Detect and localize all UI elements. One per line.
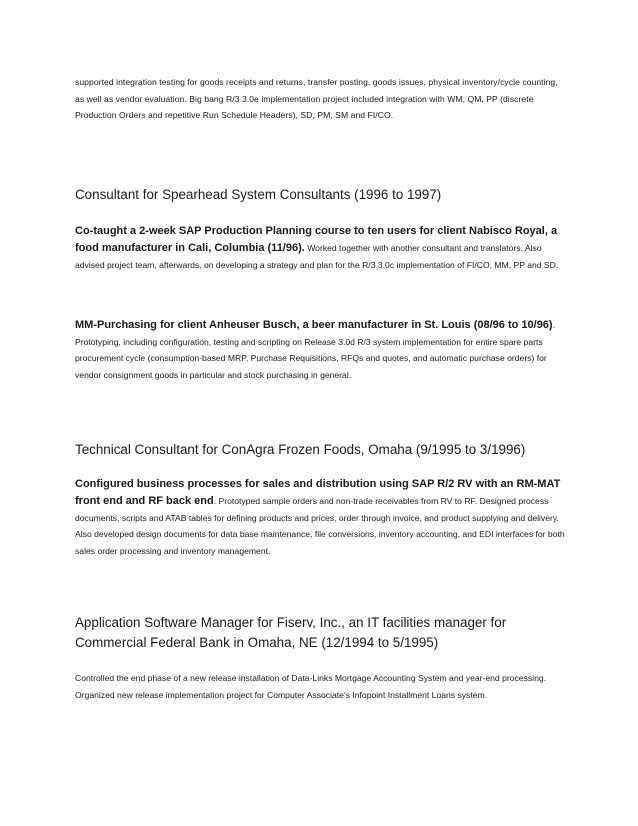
entry-anheuser bbox=[75, 317, 565, 383]
entry-text: . Prototyping, including configuration, testing and scripting on Release 3.0d R/3 system implementation for entire spare parts procurement cycle (consumption-based MRP, Purchase Requisitions, RFQs and quotes, and automatic purchase orders) for vendor consignment goods in particular and stock purchasing in general. bbox=[75, 320, 555, 380]
section-spearhead bbox=[75, 185, 565, 205]
section-heading: Application Software Manager for Fiserv, Inc., an IT facilities manager for Commercial Federal Bank in Omaha, NE (12/1994 to 5/1995) bbox=[75, 615, 507, 650]
entry-nabisco bbox=[75, 223, 565, 273]
section-heading: Consultant for Spearhead System Consultants (1996 to 1997) bbox=[75, 187, 442, 202]
entry-text: Controlled the end phase of a new release installation of Data-Links Mortgage Accounting System and year-end processing. Organized new release implementation project for Computer Associate’s Infopoint Installment Loans system. bbox=[75, 673, 547, 700]
intro-paragraph bbox=[75, 74, 565, 124]
entry-title: Co-taught a 2-week SAP Production Planning course to ten users for client Nabisco Royal, a food manufacturer in Cali, Columbia (11/96). bbox=[75, 225, 558, 254]
entry-fiserv bbox=[75, 670, 565, 703]
section-fiserv bbox=[75, 613, 565, 653]
entry-text: Worked together with another consultant and translators. Also advised project team, afterwards, on developing a strategy and plan for the R/3 3.0c implementation of FI/CO, MM, PP and SD. bbox=[75, 243, 559, 270]
intro-text: supported integration testing for goods receipts and returns, transfer posting, goods issues, physical inventory/cycle counting, as well as vendor evaluation. Big bang R/3 3.0e implementation project included integration with WM, QM, PP (discrete Production Orders and repetitive Run Schedule Headers), SD, PM, SM and FI/CO. bbox=[75, 77, 558, 121]
entry-title: Configured business processes for sales and distribution using SAP R/2 RV with an RM-MAT front end and RF back end bbox=[75, 478, 561, 507]
entry-text: . Prototyped sample orders and non-trade receivables from RV to RF. Designed process documents, scripts and ATAB tables for defining products and prices, order through invoice, and product supplying and delivery. Also developed design documents for data base maintenance, file conversions, inventory accounting, and EDI interfaces for both sales order processing and inventory management. bbox=[75, 496, 565, 556]
entry-title: MM-Purchasing for client Anheuser Busch, a beer manufacturer in St. Louis (08/96 to 10/96) bbox=[75, 319, 553, 331]
section-conagra bbox=[75, 440, 565, 460]
entry-conagra bbox=[75, 476, 565, 559]
section-heading: Technical Consultant for ConAgra Frozen Foods, Omaha (9/1995 to 3/1996) bbox=[75, 442, 526, 457]
